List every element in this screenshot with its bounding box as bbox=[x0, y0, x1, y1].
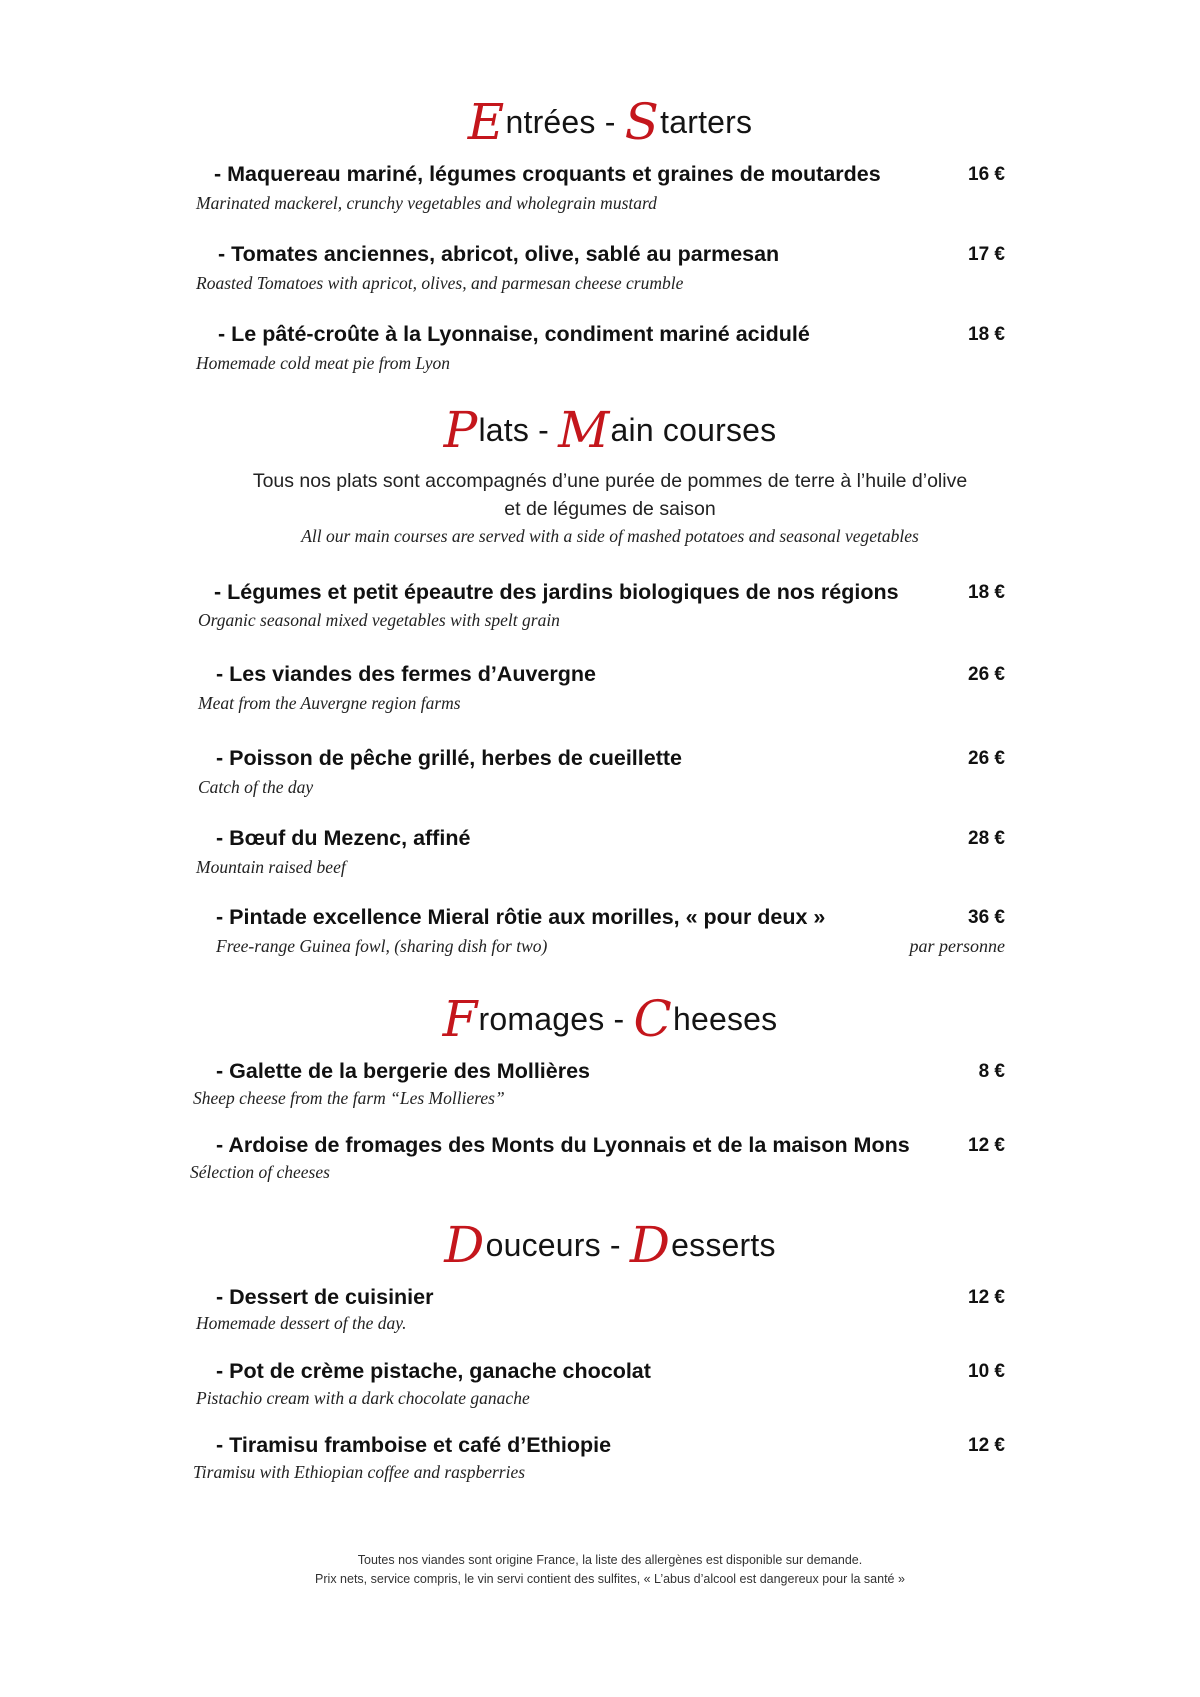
dish-name: - Légumes et petit épeautre des jardins biologiques de nos régions bbox=[214, 580, 899, 604]
dish-price: 28 € bbox=[968, 828, 1005, 849]
dish-description: Homemade cold meat pie from Lyon bbox=[196, 353, 450, 373]
mains-note-fr: et de légumes de saison bbox=[504, 498, 716, 520]
title-text: tarters bbox=[660, 104, 753, 140]
title-text: lats - bbox=[478, 412, 559, 448]
title-initial: D bbox=[444, 1216, 485, 1274]
title-text: ain courses bbox=[610, 412, 777, 448]
dish-description: Marinated mackerel, crunchy vegetables and wholegrain mustard bbox=[196, 193, 657, 213]
title-initial: E bbox=[467, 93, 505, 151]
dish-name: - Dessert de cuisinier bbox=[216, 1285, 434, 1309]
dish-name: - Le pâté-croûte à la Lyonnaise, condiment mariné acidulé bbox=[218, 322, 810, 346]
title-text: heeses bbox=[672, 1001, 778, 1037]
dish-description: Roasted Tomatoes with apricot, olives, and parmesan cheese crumble bbox=[196, 273, 684, 293]
footer-line: Prix nets, service compris, le vin servi contient des sulfites, « L’abus d’alcool est dangereux pour la santé » bbox=[315, 1572, 905, 1586]
dish-price: 16 € bbox=[968, 164, 1005, 185]
dish-description: Sheep cheese from the farm “Les Mollieres” bbox=[193, 1088, 505, 1108]
title-initial: M bbox=[558, 401, 610, 459]
title-text: ntrées - bbox=[505, 104, 625, 140]
dish-description: Pistachio cream with a dark chocolate ganache bbox=[196, 1388, 530, 1408]
dish-price: 17 € bbox=[968, 244, 1005, 265]
mains-note-en: All our main courses are served with a side of mashed potatoes and seasonal vegetables bbox=[301, 526, 919, 546]
dish-name: - Galette de la bergerie des Mollières bbox=[216, 1059, 591, 1083]
section-title-mains bbox=[0, 401, 1200, 459]
dish-description: Meat from the Auvergne region farms bbox=[198, 693, 461, 713]
dish-price: 10 € bbox=[968, 1361, 1005, 1382]
dish-price: 12 € bbox=[968, 1435, 1005, 1456]
dish-description: Tiramisu with Ethiopian coffee and raspberries bbox=[193, 1462, 526, 1482]
dish-price: 18 € bbox=[968, 324, 1005, 345]
title-text: esserts bbox=[671, 1227, 776, 1263]
dish-description: Homemade dessert of the day. bbox=[196, 1313, 407, 1333]
title-initial: P bbox=[443, 401, 478, 459]
footer-line: Toutes nos viandes sont origine France, la liste des allergènes est disponible sur demande. bbox=[357, 1553, 863, 1567]
dish-name: - Tiramisu framboise et café d’Ethiopie bbox=[216, 1433, 612, 1457]
title-text: ouceurs - bbox=[485, 1227, 630, 1263]
dish-name: - Ardoise de fromages des Monts du Lyonnais et de la maison Mons bbox=[216, 1133, 910, 1157]
price-unit: par personne bbox=[909, 936, 1005, 956]
section-title-cheeses bbox=[0, 990, 1200, 1048]
dish-name: - Tomates anciennes, abricot, olive, sablé au parmesan bbox=[218, 242, 780, 266]
dish-description: Sélection of cheeses bbox=[190, 1162, 330, 1182]
dish-description: Catch of the day bbox=[198, 777, 314, 797]
dish-name: - Poisson de pêche grillé, herbes de cueillette bbox=[216, 746, 682, 770]
title-text: romages - bbox=[478, 1001, 634, 1037]
dish-name: - Maquereau mariné, légumes croquants et graines de moutardes bbox=[214, 162, 881, 186]
dish-price: 12 € bbox=[968, 1287, 1005, 1308]
section-title-starters bbox=[0, 93, 1200, 151]
section-title-desserts bbox=[0, 1216, 1200, 1274]
dish-description: Mountain raised beef bbox=[196, 857, 346, 877]
title-initial: D bbox=[629, 1216, 671, 1274]
title-initial: S bbox=[624, 93, 660, 151]
title-initial: F bbox=[442, 990, 478, 1048]
dish-price: 18 € bbox=[968, 582, 1005, 603]
dish-description: Organic seasonal mixed vegetables with spelt grain bbox=[198, 610, 560, 630]
dish-name: - Bœuf du Mezenc, affiné bbox=[216, 826, 471, 850]
dish-description: Free-range Guinea fowl, (sharing dish for two) bbox=[216, 936, 548, 956]
mains-note-fr: Tous nos plats sont accompagnés d’une purée de pommes de terre à l’huile d’olive bbox=[252, 470, 968, 492]
dish-price: 8 € bbox=[978, 1061, 1005, 1082]
dish-name: - Pot de crème pistache, ganache chocolat bbox=[216, 1359, 651, 1383]
dish-price: 12 € bbox=[968, 1135, 1005, 1156]
dish-name: - Pintade excellence Mieral rôtie aux morilles, « pour deux » bbox=[216, 905, 826, 929]
dish-price: 36 € bbox=[968, 907, 1005, 928]
dish-name: - Les viandes des fermes d’Auvergne bbox=[216, 662, 596, 686]
title-initial: C bbox=[633, 990, 672, 1048]
dish-price: 26 € bbox=[968, 748, 1005, 769]
dish-price: 26 € bbox=[968, 664, 1005, 685]
